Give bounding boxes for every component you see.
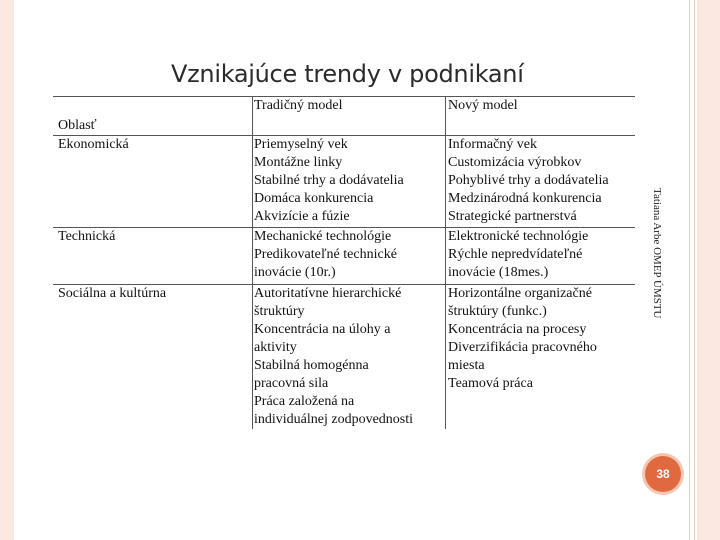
header-area: Oblasť [58, 118, 97, 133]
row-traditional [252, 228, 446, 284]
author-footer: Tatiana Arbe OMEP ÚMSTU [651, 188, 663, 319]
cell-text-line: Akvizície a fúzie [254, 209, 350, 224]
row-traditional [252, 285, 446, 429]
row-traditional [252, 136, 446, 227]
cell-text-line: Mechanické technológie [254, 229, 392, 244]
cell-text-line: Medzinárodná konkurencia [448, 191, 602, 206]
slide-title: Vznikajúce trendy v podnikaní [171, 60, 524, 88]
table-row [53, 285, 635, 429]
trends-table [53, 96, 635, 429]
header-traditional [252, 97, 446, 135]
cell-text-line: Koncentrácia na úlohy a [254, 322, 391, 337]
cell-text-line: Tradičný model [254, 98, 343, 113]
cell-text-line: Elektronické technológie [448, 229, 589, 244]
header-new [445, 97, 636, 135]
slide-border-line [689, 0, 690, 540]
row-new [445, 136, 636, 227]
row-new [445, 285, 636, 429]
cell-text-line: Customizácia výrobkov [448, 155, 582, 170]
cell-text-line: štruktúry [254, 304, 305, 319]
row-area: Ekonomická [58, 137, 129, 152]
cell-text-line: Nový model [448, 98, 518, 113]
cell-text-line: Stabilná homogénna [254, 358, 369, 373]
cell-text-line: Teamová práca [448, 376, 533, 391]
cell-text-line: Domáca konkurencia [254, 191, 374, 206]
cell-text-line: Strategické partnerstvá [448, 209, 577, 224]
cell-text-line: inovácie (18mes.) [448, 265, 549, 280]
cell-text-line: Rýchle nepredvídateľné [448, 247, 583, 262]
slide-border-line [694, 0, 695, 540]
page-number-badge: 38 [645, 456, 681, 492]
cell-text-line: Koncentrácia na procesy [448, 322, 587, 337]
cell-text-line: Predikovateľné technické [254, 247, 397, 262]
table-header-row [53, 96, 635, 136]
row-area: Technická [58, 229, 116, 244]
cell-text-line: aktivity [254, 340, 297, 355]
cell-text-line: Priemyselný vek [254, 137, 348, 152]
row-area: Sociálna a kultúrna [58, 286, 167, 301]
cell-text-line: štruktúry (funkc.) [448, 304, 547, 319]
cell-text-line: Diverzifikácia pracovného [448, 340, 597, 355]
cell-text-line: miesta [448, 358, 485, 373]
cell-text-line: Informačný vek [448, 137, 538, 152]
cell-text-line: Stabilné trhy a dodávatelia [254, 173, 404, 188]
table-row [53, 228, 635, 285]
cell-text-line: Montážne linky [254, 155, 343, 170]
cell-text-line: Práca založená na [254, 394, 355, 409]
cell-text-line: Autoritatívne hierarchické [254, 286, 402, 301]
cell-text-line: Pohyblivé trhy a dodávatelia [448, 173, 609, 188]
cell-text-line: Horizontálne organizačné [448, 286, 592, 301]
cell-text-line: pracovná sila [254, 376, 329, 391]
row-new [445, 228, 636, 284]
table-row [53, 136, 635, 228]
cell-text-line: individuálnej zodpovednosti [254, 412, 414, 427]
cell-text-line: inovácie (10r.) [254, 265, 336, 280]
